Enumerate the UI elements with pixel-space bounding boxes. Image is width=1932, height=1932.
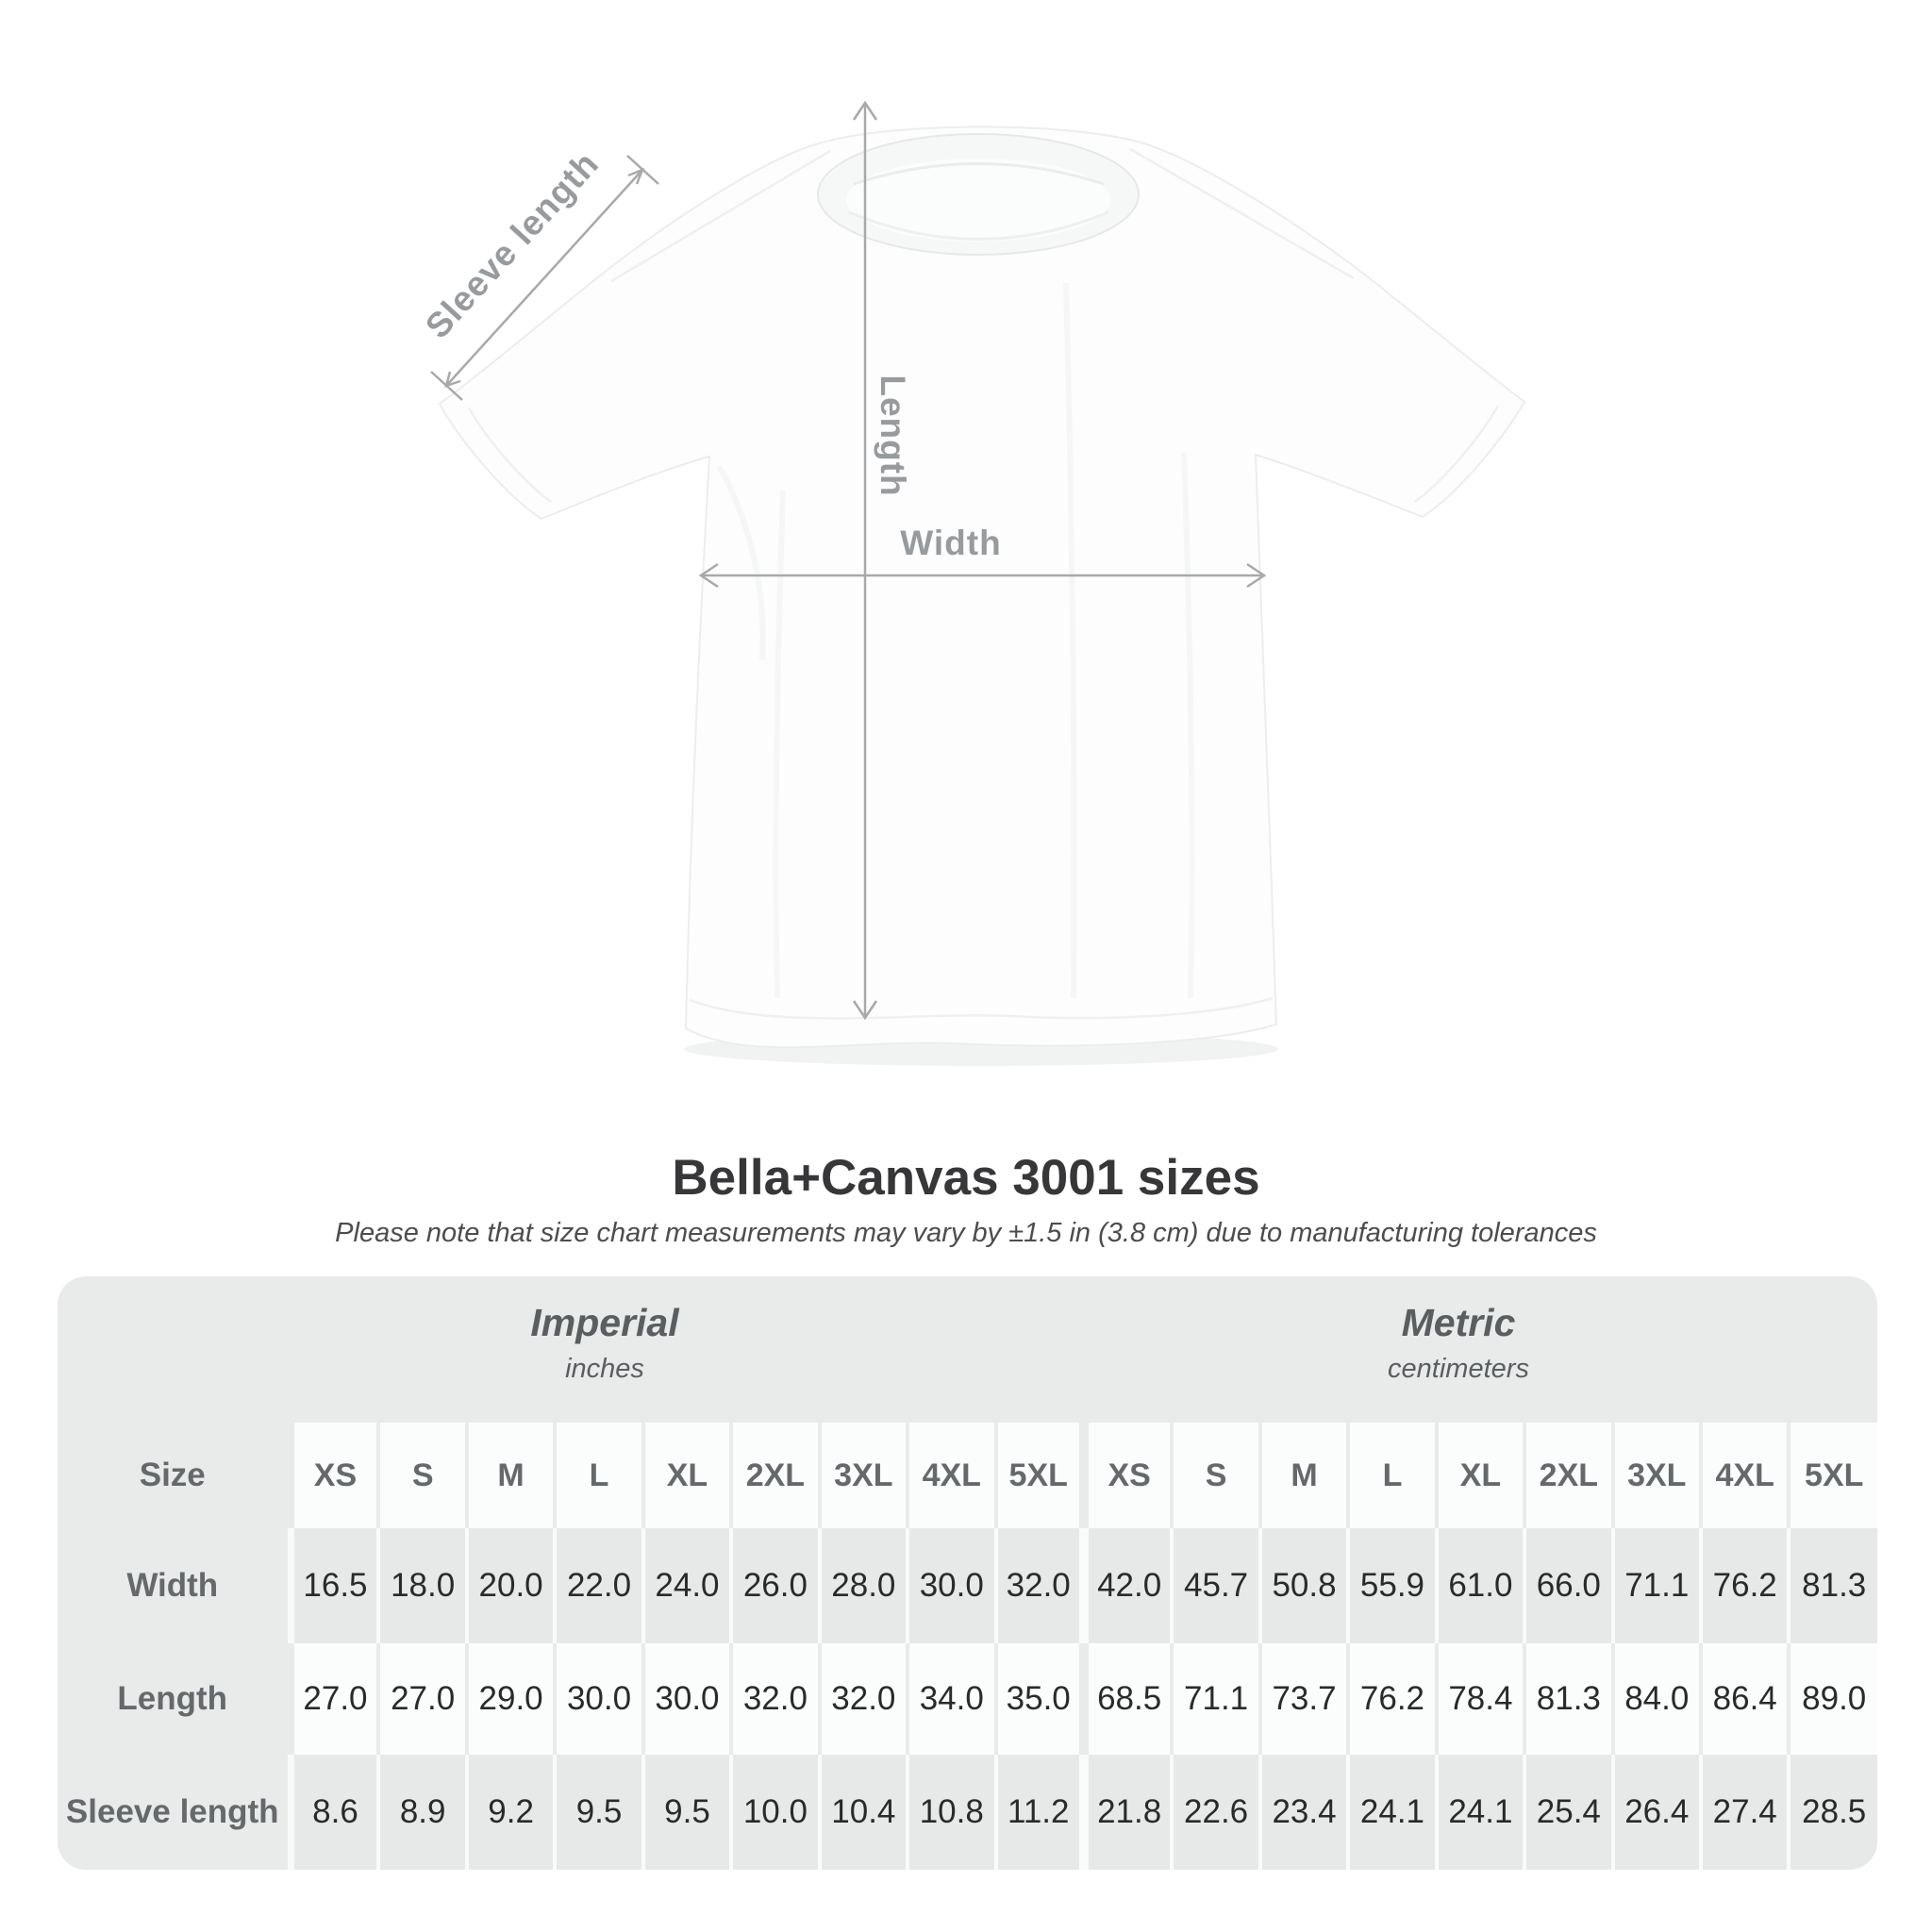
table-cell: 21.8 xyxy=(1084,1755,1172,1870)
tshirt-illustration xyxy=(440,126,1524,1047)
table-cell: 81.3 xyxy=(1524,1643,1612,1755)
table-cell: 29.0 xyxy=(467,1643,555,1755)
table-cell: 10.8 xyxy=(908,1755,995,1870)
table-cell: 61.0 xyxy=(1437,1528,1524,1643)
size-header-cell: 4XL xyxy=(908,1423,995,1528)
table-row-length xyxy=(58,1643,1877,1755)
table-cell: 24.0 xyxy=(643,1528,731,1643)
size-header-cell: S xyxy=(378,1423,466,1528)
table-cell: 22.6 xyxy=(1172,1755,1259,1870)
table-cell: 10.0 xyxy=(731,1755,819,1870)
table-cell: 26.4 xyxy=(1613,1755,1701,1870)
row-label: Width xyxy=(126,1567,219,1604)
table-cell: 81.3 xyxy=(1789,1528,1877,1643)
size-header-cell: 5XL xyxy=(996,1423,1084,1528)
length-label: Length xyxy=(874,375,912,497)
sleeve-length-label: Sleeve length xyxy=(417,143,607,346)
table-cell: 27.0 xyxy=(291,1643,378,1755)
table-cell: 73.7 xyxy=(1260,1643,1348,1755)
table-cell: 71.1 xyxy=(1613,1528,1701,1643)
table-cell: 28.5 xyxy=(1789,1755,1877,1870)
table-cell: 23.4 xyxy=(1260,1755,1348,1870)
metric-header xyxy=(1388,1301,1529,1385)
tolerance-note: Please note that size chart measurements may vary by ±1.5 in (3.8 cm) due to manufacturing tolerances xyxy=(335,1218,1597,1248)
table-cell: 11.2 xyxy=(996,1755,1084,1870)
table-cell: 76.2 xyxy=(1348,1643,1436,1755)
size-header-cell: M xyxy=(467,1423,555,1528)
table-cell: 76.2 xyxy=(1701,1528,1789,1643)
table-row-sizes xyxy=(58,1423,1877,1528)
table-cell: 71.1 xyxy=(1172,1643,1259,1755)
table-cell: 55.9 xyxy=(1348,1528,1436,1643)
imperial-header-unit: inches xyxy=(565,1354,644,1384)
table-cell: 32.0 xyxy=(996,1528,1084,1643)
size-header-cell: 5XL xyxy=(1789,1423,1877,1528)
table-cell: 86.4 xyxy=(1701,1643,1789,1755)
table-cell: 18.0 xyxy=(378,1528,466,1643)
table-cell: 78.4 xyxy=(1437,1643,1524,1755)
unit-group-header-band xyxy=(58,1276,1877,1423)
table-cell: 89.0 xyxy=(1789,1643,1877,1755)
table-cell: 32.0 xyxy=(731,1643,819,1755)
page-title: Bella+Canvas 3001 sizes xyxy=(672,1150,1260,1206)
table-cell: 26.0 xyxy=(731,1528,819,1643)
size-chart-table xyxy=(58,1423,1877,1870)
table-cell: 30.0 xyxy=(908,1528,995,1643)
table-cell: 9.5 xyxy=(555,1755,642,1870)
table-cell: 8.6 xyxy=(291,1755,378,1870)
metric-header-name: Metric xyxy=(1401,1301,1516,1344)
size-header-cell: S xyxy=(1172,1423,1259,1528)
size-header-cell: 2XL xyxy=(1524,1423,1612,1528)
size-header-cell: 2XL xyxy=(731,1423,819,1528)
table-cell: 20.0 xyxy=(467,1528,555,1643)
table-cell: 30.0 xyxy=(555,1643,642,1755)
size-header-cell: 3XL xyxy=(820,1423,908,1528)
size-column-header: Size xyxy=(139,1457,206,1493)
table-cell: 9.2 xyxy=(467,1755,555,1870)
row-label: Length xyxy=(117,1680,228,1717)
table-cell: 8.9 xyxy=(378,1755,466,1870)
size-chart-card xyxy=(58,1276,1877,1870)
size-header-cell: M xyxy=(1260,1423,1348,1528)
size-header-cell: XS xyxy=(291,1423,378,1528)
table-cell: 25.4 xyxy=(1524,1755,1612,1870)
table-cell: 10.4 xyxy=(820,1755,908,1870)
size-header-cell: XL xyxy=(643,1423,731,1528)
table-cell: 50.8 xyxy=(1260,1528,1348,1643)
table-cell: 34.0 xyxy=(908,1643,995,1755)
metric-header-unit: centimeters xyxy=(1388,1354,1529,1384)
table-cell: 16.5 xyxy=(291,1528,378,1643)
table-cell: 84.0 xyxy=(1613,1643,1701,1755)
table-row-sleeve-length xyxy=(58,1755,1877,1870)
table-cell: 24.1 xyxy=(1437,1755,1524,1870)
table-cell: 28.0 xyxy=(820,1528,908,1643)
table-row-width xyxy=(58,1528,1877,1643)
size-header-cell: XS xyxy=(1084,1423,1172,1528)
table-cell: 45.7 xyxy=(1172,1528,1259,1643)
size-header-cell: 3XL xyxy=(1613,1423,1701,1528)
table-cell: 30.0 xyxy=(643,1643,731,1755)
table-cell: 35.0 xyxy=(996,1643,1084,1755)
table-cell: 9.5 xyxy=(643,1755,731,1870)
table-cell: 68.5 xyxy=(1084,1643,1172,1755)
table-cell: 24.1 xyxy=(1348,1755,1436,1870)
size-header-cell: 4XL xyxy=(1701,1423,1789,1528)
table-cell: 27.4 xyxy=(1701,1755,1789,1870)
row-label: Sleeve length xyxy=(65,1793,279,1830)
table-cell: 22.0 xyxy=(555,1528,642,1643)
size-header-cell: XL xyxy=(1437,1423,1524,1528)
table-cell: 42.0 xyxy=(1084,1528,1172,1643)
table-cell: 27.0 xyxy=(378,1643,466,1755)
imperial-header xyxy=(530,1301,678,1385)
table-cell: 66.0 xyxy=(1524,1528,1612,1643)
width-label: Width xyxy=(900,524,1002,562)
imperial-header-name: Imperial xyxy=(530,1301,679,1344)
size-header-cell: L xyxy=(1348,1423,1436,1528)
table-cell: 32.0 xyxy=(820,1643,908,1755)
size-header-cell: L xyxy=(555,1423,642,1528)
